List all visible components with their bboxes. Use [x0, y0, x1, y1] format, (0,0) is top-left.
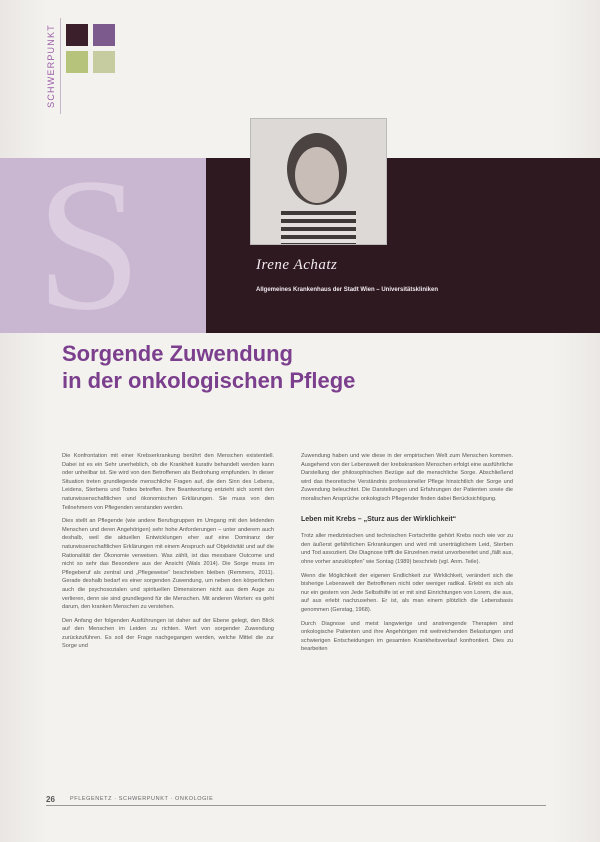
- title-line-1: Sorgende Zuwendung: [62, 341, 293, 366]
- section-label: [44, 18, 58, 114]
- paragraph: Die Konfrontation mit einer Krebserkrankung berührt den Menschen existentiell. Dabei ist es ein Sehr unerheblich, ob die Krankheit kurativ behandelt werden kann oder unheilbar ist. Sie wird von den Betroffenen als Bedrohung empfunden. In dieser Situation treten grundlegende menschliche Fragen auf, die den Sinn des Lebens, Leidens, Sterbens und Todes betreffen. Ihre Beantwortung entzieht sich somit den naturwissenschaftlichen und ökonomischen Erklärungen. Sie muss von den Teilnehmern von Pflegenden verstanden werden.: [62, 453, 274, 511]
- author-portrait: [250, 118, 387, 245]
- right-column: [301, 452, 513, 659]
- section-subheading: Leben mit Krebs – „Sturz aus der Wirklichkeit“: [301, 515, 457, 523]
- title-line-2: in der onkologischen Pflege: [62, 368, 356, 393]
- paragraph: Durch Diagnose und meist langwierige und anstrengende Therapien sind onkologische Patienten und ihre Angehörigen mit weitreichenden Belastungen und schwierigen Entscheidungen im gesamten Krankheitsverlauf konfrontiert. Dies zu bearbeiten: [301, 620, 513, 653]
- footer-rule: [46, 805, 546, 806]
- paragraph: Dies stellt an Pflegende (wie andere Berufsgruppen im Umgang mit den leidenden Menschen und deren Angehörigen) sehr hohe Anforderungen – unter anderem auch deshalb, weil die aktuellen Entwicklungen eher auf eine Dominanz der naturwissenschaftlichen Erklärungen mit einem Anspruch auf Objektivität und auf die Rationalität der Ökonomie verweisen. Was zählt, ist das messbare Outcome und nicht so sehr das Besondere aus der Ansicht (Wals 2014). Die Sorge muss im Pflegeberuf als zentral und „Pflegeweise“ beschrieben bleiben (Remmers, 2011). Gerade deshalb bedarf es einer sorgenden Zuwendung, um neben den körperlichen auch die psychosozialen und spirituellen Dimensionen nicht aus dem Auge zu verlieren, denn sie sind grundlegend für die Menschen. Mit anderen Worten: es geht darum, den kranken Menschen zu verstehen.: [62, 518, 274, 611]
- left-column: [62, 452, 274, 656]
- decor-square-green: [66, 51, 88, 73]
- article-title: [62, 340, 355, 394]
- decor-square-dark: [66, 24, 88, 46]
- author-name: Irene Achatz: [256, 257, 338, 273]
- decor-square-olive: [93, 51, 115, 73]
- paragraph: Trotz aller medizinischen und technischen Fortschritte gehört Krebs noch wie vor zu den äußerst gefährlichen Erkrankungen und wird mit unerträglichem Leid, Sterben und Tod assoziiert. Die Diagnose trifft die Einzelnen meist unvorbereitet und „fällt aus, ohne vorher anzuklopfen“ wie Sontag (1989) beschrieb (vgl. Anm. Teile).: [301, 533, 513, 565]
- section-label-text: SCHWERPUNKT: [46, 24, 56, 108]
- author-affiliation: Allgemeines Krankenhaus der Stadt Wien – Universitätskliniken: [256, 287, 439, 293]
- decorative-initial: S: [36, 140, 142, 350]
- decor-square-purple: [93, 24, 115, 46]
- page-number: 26: [46, 795, 55, 804]
- paragraph: Den Anfang der folgenden Ausführungen ist daher auf der Ebene gelegt, den Blick auf den Menschen im Leiden zu richten. Wert von sorgender Zuwendung zurückzuführen. Es soll der Frage nachgegangen werden, welche Mittel die zur Sorge und: [62, 617, 274, 650]
- paragraph: Zuwendung haben und wie diese in der empirischen Welt zum Menschen kommen. Ausgehend von der Lebenswelt der krebskranken Menschen erfolgt eine ausführliche Darstellung der philosophischen Bezüge auf die menschliche Sorge. Abschließend wird das theoretische Verständnis professioneller Pflege hinsichtlich der Sorge und Zuwendung beleuchtet. Die Darstellungen und Erfahrungen der Patienten sowie die moralischen Ansprüche onkologisch Pflegender finden dabei Berücksichtigung.: [301, 453, 513, 502]
- footer-text: PFLEGENETZ · SCHWERPUNKT · ONKOLOGIE: [70, 796, 214, 802]
- paragraph: Wenn die Möglichkeit der eigenen Endlichkeit zur Wirklichkeit, verändert sich die bisherige Lebenswelt der Betroffenen nicht oder weniger radikal. Erlebt es sich als nur ein gestern von Jede Selbsthilfe ist er mit sind Einrichtungen von Lorem, die aus, auf aus erlebt nachzusehen. Er ist, als man einem plötzlich die Lebensbasis genommen (Gerstag, 1968).: [301, 572, 513, 613]
- section-divider: [60, 18, 61, 114]
